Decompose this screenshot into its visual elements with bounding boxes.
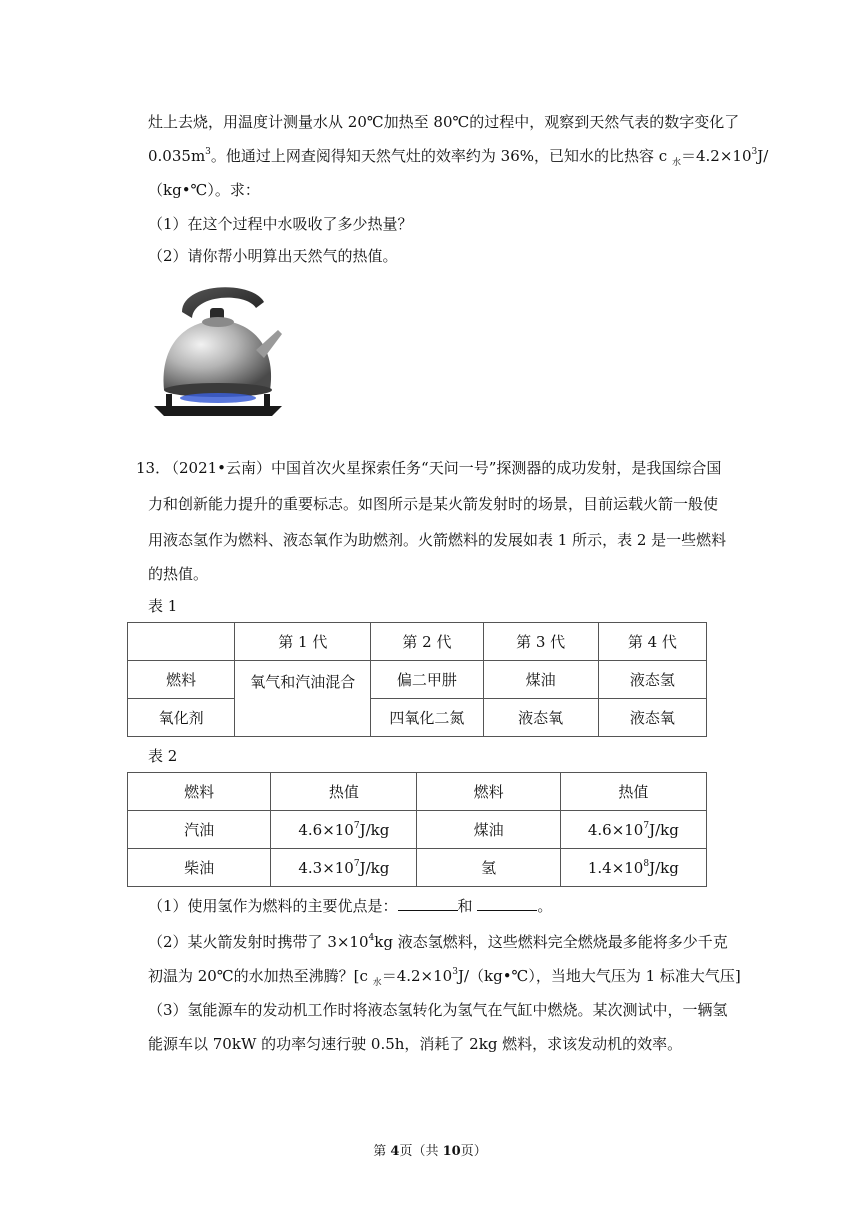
table1-cell: 偏二甲肼 (371, 661, 483, 699)
table2-cell: 煤油 (417, 811, 560, 849)
table1-row-fuel (128, 661, 707, 699)
table1-label: 表 1 (148, 597, 178, 615)
p13-text-line-2: 力和创新能力提升的重要标志。如图所示是某火箭发射时的场景，目前运载火箭一般使 (148, 495, 719, 513)
p13-text-line-1: （2021•云南）中国首次火星探索任务“天问一号”探测器的成功发射，是我国综合国 (164, 459, 722, 477)
table1-header-cell: 第 4 代 (598, 623, 706, 661)
table2-header-cell: 热值 (560, 773, 706, 811)
p13-text-line-4: 的热值。 (148, 565, 209, 583)
p13-text-line-3: 用液态氢作为燃料、液态氧作为助燃剂。火箭燃料的发展如表 1 所示，表 2 是一些燃料 (148, 531, 727, 549)
table2-cell: 柴油 (128, 849, 271, 887)
table1-header-row (128, 623, 707, 661)
p12-text-line-2: $0.035m^3$。他通过上网查阅得知天然气灶的效率约为 36%，已知水的比热容 c $_水=4.2\times 10^3J/$ (148, 147, 769, 168)
answer-blank-2[interactable] (477, 896, 537, 911)
p12-text-line-1: 灶上去烧，用温度计测量水从 20℃加热至 80℃的过程中，观察到天然气表的数字变化了 (148, 113, 740, 131)
table1-header-cell (128, 623, 235, 661)
table2-cell: 汽油 (128, 811, 271, 849)
page-footer: 第 4页（共 10页） (373, 1144, 487, 1159)
table1-cell: 液态氢 (598, 661, 706, 699)
table2-cell: $4.3\times 10^7J/kg$ (271, 849, 417, 887)
table-2-heat-values (127, 772, 707, 887)
table1-header-cell: 第 2 代 (371, 623, 483, 661)
table2-header-cell: 燃料 (128, 773, 271, 811)
answer-blank-1[interactable] (398, 896, 458, 911)
table1-header-cell: 第 3 代 (483, 623, 598, 661)
table1-cell: 四氧化二氮 (371, 699, 483, 737)
table2-header-row (128, 773, 707, 811)
p13-question-1: （1）使用氢作为燃料的主要优点是： 和 。 (148, 897, 553, 915)
table2-cell: $4.6\times 10^7J/kg$ (271, 811, 417, 849)
p12-text-line-3: （kg•℃）。求： (148, 181, 260, 199)
table1-row-oxidizer (128, 699, 707, 737)
total-pages-number: 10 (442, 1144, 461, 1159)
table2-cell: 氢 (417, 849, 560, 887)
p13-number: 13． (136, 459, 171, 477)
table-1-fuel-generations (127, 622, 707, 737)
table2-cell: $1.4\times 10^8J/kg$ (560, 849, 706, 887)
table1-cell-merged: 氧气和汽油混合 (235, 661, 371, 737)
kettle-on-stove-image (152, 278, 284, 418)
p13-question-3-line-2: 能源车以 70kW 的功率匀速行驶 0.5h，消耗了 2kg 燃料，求该发动机的效率。 (148, 1035, 683, 1053)
current-page-number: 4 (390, 1144, 400, 1159)
p13-question-2-line-2: 初温为 20℃的水加热至沸腾？[c $_水=4.2\times 10^3J/(kg•℃)$，当地大气压为 1 标准大气压] (148, 967, 741, 988)
table2-row (128, 849, 707, 887)
p13-question-2-line-1: （2）某火箭发射时携带了 $3\times 10^4kg$ 液态氢燃料，这些燃料完全燃烧最多能将多少千克 (148, 933, 728, 951)
table2-header-cell: 燃料 (417, 773, 560, 811)
p12-question-2: （2）请你帮小明算出天然气的热值。 (148, 247, 398, 265)
table1-cell: 燃料 (128, 661, 235, 699)
p13-question-3-line-1: （3）氢能源车的发动机工作时将液态氢转化为氢气在气缸中燃烧。某次测试中，一辆氢 (148, 1001, 728, 1019)
table1-header-cell: 第 1 代 (235, 623, 371, 661)
table1-cell: 氧化剂 (128, 699, 235, 737)
table2-row (128, 811, 707, 849)
table2-header-cell: 热值 (271, 773, 417, 811)
table2-label: 表 2 (148, 747, 178, 765)
table1-cell: 液态氧 (483, 699, 598, 737)
table2-cell: $4.6\times 10^7J/kg$ (560, 811, 706, 849)
table1-cell: 煤油 (483, 661, 598, 699)
p12-question-1: （1）在这个过程中水吸收了多少热量？ (148, 215, 413, 233)
table1-cell: 液态氧 (598, 699, 706, 737)
